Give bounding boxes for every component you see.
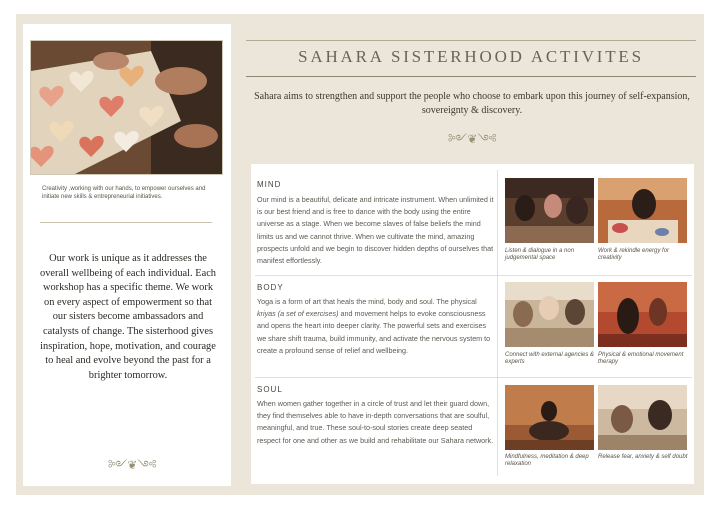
section-title-body: BODY — [257, 283, 284, 292]
header-top-rule — [246, 40, 696, 41]
photo-caption-mind-1: Listen & dialogue in a non judgemental space — [505, 248, 575, 262]
section-title-soul: SOUL — [257, 385, 283, 394]
ornament-left: ༻❦༺ — [108, 458, 157, 472]
photo-caption-soul-1: Mindfulness, meditation & deep relaxation — [505, 454, 589, 468]
section-body-soul: When women gather together in a circle of trust and let their guard down, they find themselves able to have in-depth conversations that are soulful, meaningful, and true. These soul-to-soul stories create deep seated respect for one and other as we build and rehabilitate our Sahara network. — [257, 399, 494, 445]
mission-statement: Our work is unique as it addresses the overall wellbeing of each individual. Each workshop has a specific theme. We work on every aspect of empowerment so that our sisters become ambassadors and catalysts of change. The sisterhood gives inspiration, hope, motivation, and courage to heal and evolve beyond the past for a brighter tomorrow. — [40, 253, 216, 381]
panel-row-divider-1 — [255, 275, 692, 276]
header-title-rule — [246, 76, 696, 77]
ornament-header: ༻❦༺ — [448, 132, 497, 146]
photo-body-experts — [505, 282, 594, 347]
photo-caption-body-2: Physical & emotional movement therapy — [598, 352, 684, 366]
hero-caption: Creativity ,working with our hands, to empower ourselves and initiate new skills & entrepreneurial initiatives. — [42, 186, 206, 200]
photo-mind-creativity — [598, 178, 687, 243]
body-text-part-2: and movement helps to evoke consciousness and opens the heart into deeper clarity. The powerful sets and exercises we share shift trauma, build immunity, and activate the nervous system to create a profound sense of relief and wellbeing. — [257, 309, 491, 355]
photo-caption-soul-2: Release fear, anxiety & self doubt — [598, 454, 688, 460]
body-text-part-1: Yoga is a form of art that heals the mind, body and soul. The physical — [257, 297, 477, 306]
photo-soul-release — [598, 385, 687, 450]
photo-caption-mind-2: Work & rekindle energy for creativity — [598, 248, 670, 262]
panel-column-divider — [497, 170, 498, 476]
section-body-body — [257, 296, 495, 357]
left-divider — [40, 222, 212, 223]
photo-soul-meditation — [505, 385, 594, 450]
body-text-kriyas: kriyas (a set of exercises) — [257, 309, 339, 319]
photo-body-movement — [598, 282, 687, 347]
photo-mind-dialogue — [505, 178, 594, 243]
hero-photo-creativity — [30, 40, 223, 175]
section-title-mind: MIND — [257, 180, 282, 189]
panel-row-divider-2 — [255, 377, 692, 378]
section-body-mind: Our mind is a beautiful, delicate and intricate instrument. When unlimited it is our best friend and is free to dance with the body using the entire universe as a stage. When we become slaves of false beliefs the mind limits us and we cannot thrive. When we cultivate the mind, amazing prospects unfold and we begin to discover hidden depths of ourselves that manifest effortlessly. — [257, 195, 494, 266]
photo-caption-body-1: Connect with external agencies & experts — [505, 352, 595, 366]
page-title: SAHARA SISTERHOOD ACTIVITES — [298, 47, 644, 66]
intro-text: Sahara aims to strengthen and support the people who choose to embark upon this journey of self-expansion, sovereignty & discovery. — [254, 91, 690, 116]
